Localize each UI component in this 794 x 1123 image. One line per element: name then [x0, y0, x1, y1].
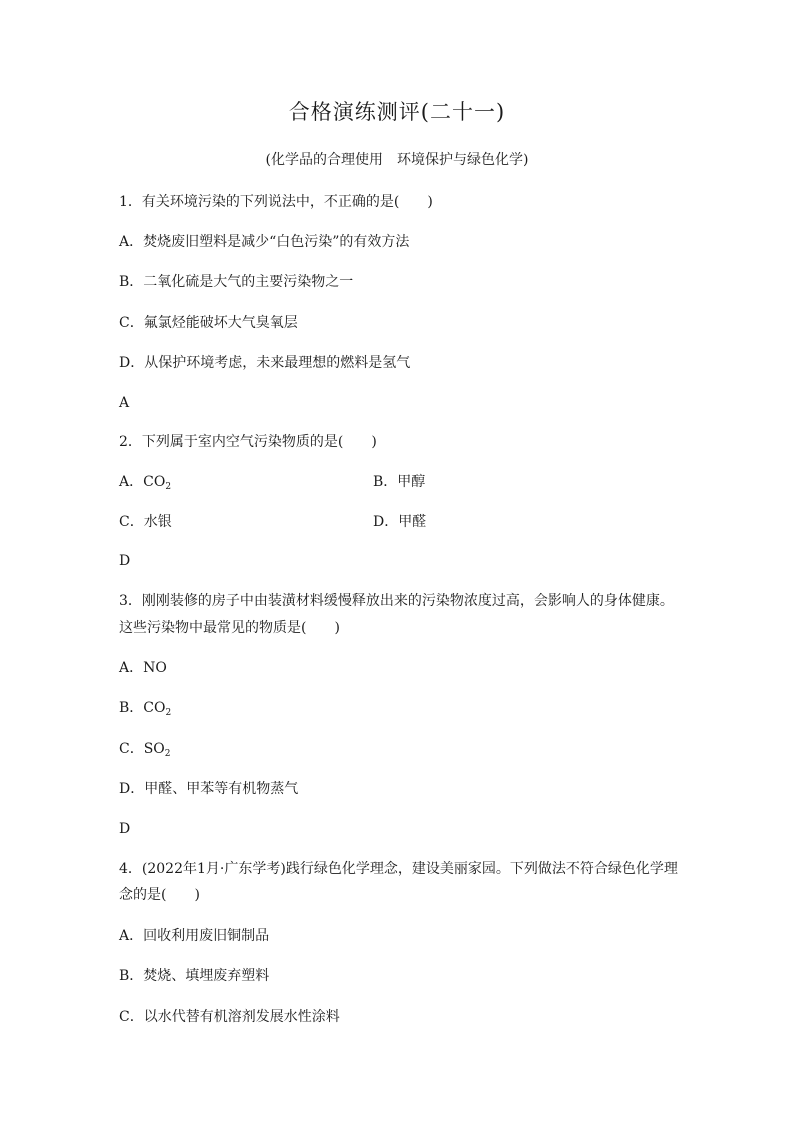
- q4-stem-line2: 念的是( ): [119, 887, 200, 903]
- q1-option-d: D．从保护环境考虑，未来最理想的燃料是氢气: [119, 355, 411, 371]
- page-subtitle: (化学品的合理使用 环境保护与绿色化学): [265, 152, 529, 168]
- q1-answer: A: [119, 395, 130, 411]
- q2-option-a-text: A．CO: [119, 474, 166, 490]
- q3-stem-line1: 3．刚刚装修的房子中由装潢材料缓慢释放出来的污染物浓度过高，会影响人的身体健康。: [119, 593, 674, 609]
- q2-option-b: B．甲醇: [373, 474, 426, 490]
- q3-answer: D: [119, 821, 131, 837]
- q4-stem-line1: 4．(2022年1月·广东学考)践行绿色化学理念，建设美丽家园。下列做法不符合绿色化学理: [119, 861, 678, 877]
- q2-answer: D: [119, 553, 131, 569]
- q3-option-c-subscript: 2: [164, 749, 171, 759]
- q3-option-a: A．NO: [119, 660, 167, 676]
- q1-option-a: A．焚烧废旧塑料是减少“白色污染”的有效方法: [119, 234, 410, 250]
- q3-option-b-subscript: 2: [165, 708, 172, 718]
- q2-option-a-subscript: 2: [165, 482, 172, 492]
- q3-option-b-text: B．CO: [119, 700, 166, 716]
- q4-option-b: B．焚烧、填埋废弃塑料: [119, 968, 270, 984]
- q3-option-c-text: C．SO: [119, 741, 165, 757]
- q4-option-a: A．回收利用废旧铜制品: [119, 928, 270, 944]
- q3-option-d: D．甲醛、甲苯等有机物蒸气: [119, 781, 299, 797]
- q1-option-b: B．二氧化硫是大气的主要污染物之一: [119, 274, 354, 290]
- q1-option-c: C．氟氯烃能破坏大气臭氧层: [119, 315, 298, 331]
- q2-option-c: C．水银: [119, 514, 172, 530]
- q2-option-d: D．甲醛: [373, 514, 427, 530]
- q3-option-b: [119, 698, 171, 718]
- q2-stem: 2．下列属于室内空气污染物质的是( ): [119, 434, 377, 450]
- q3-option-c: [119, 739, 171, 759]
- q3-stem-line2: 这些污染物中最常见的物质是( ): [119, 620, 340, 636]
- q4-option-c: C．以水代替有机溶剂发展水性涂料: [119, 1009, 340, 1025]
- page-title: 合格演练测评(二十一): [288, 100, 506, 124]
- q1-stem: 1．有关环境污染的下列说法中，不正确的是( ): [119, 194, 433, 210]
- q2-option-a: [119, 472, 171, 492]
